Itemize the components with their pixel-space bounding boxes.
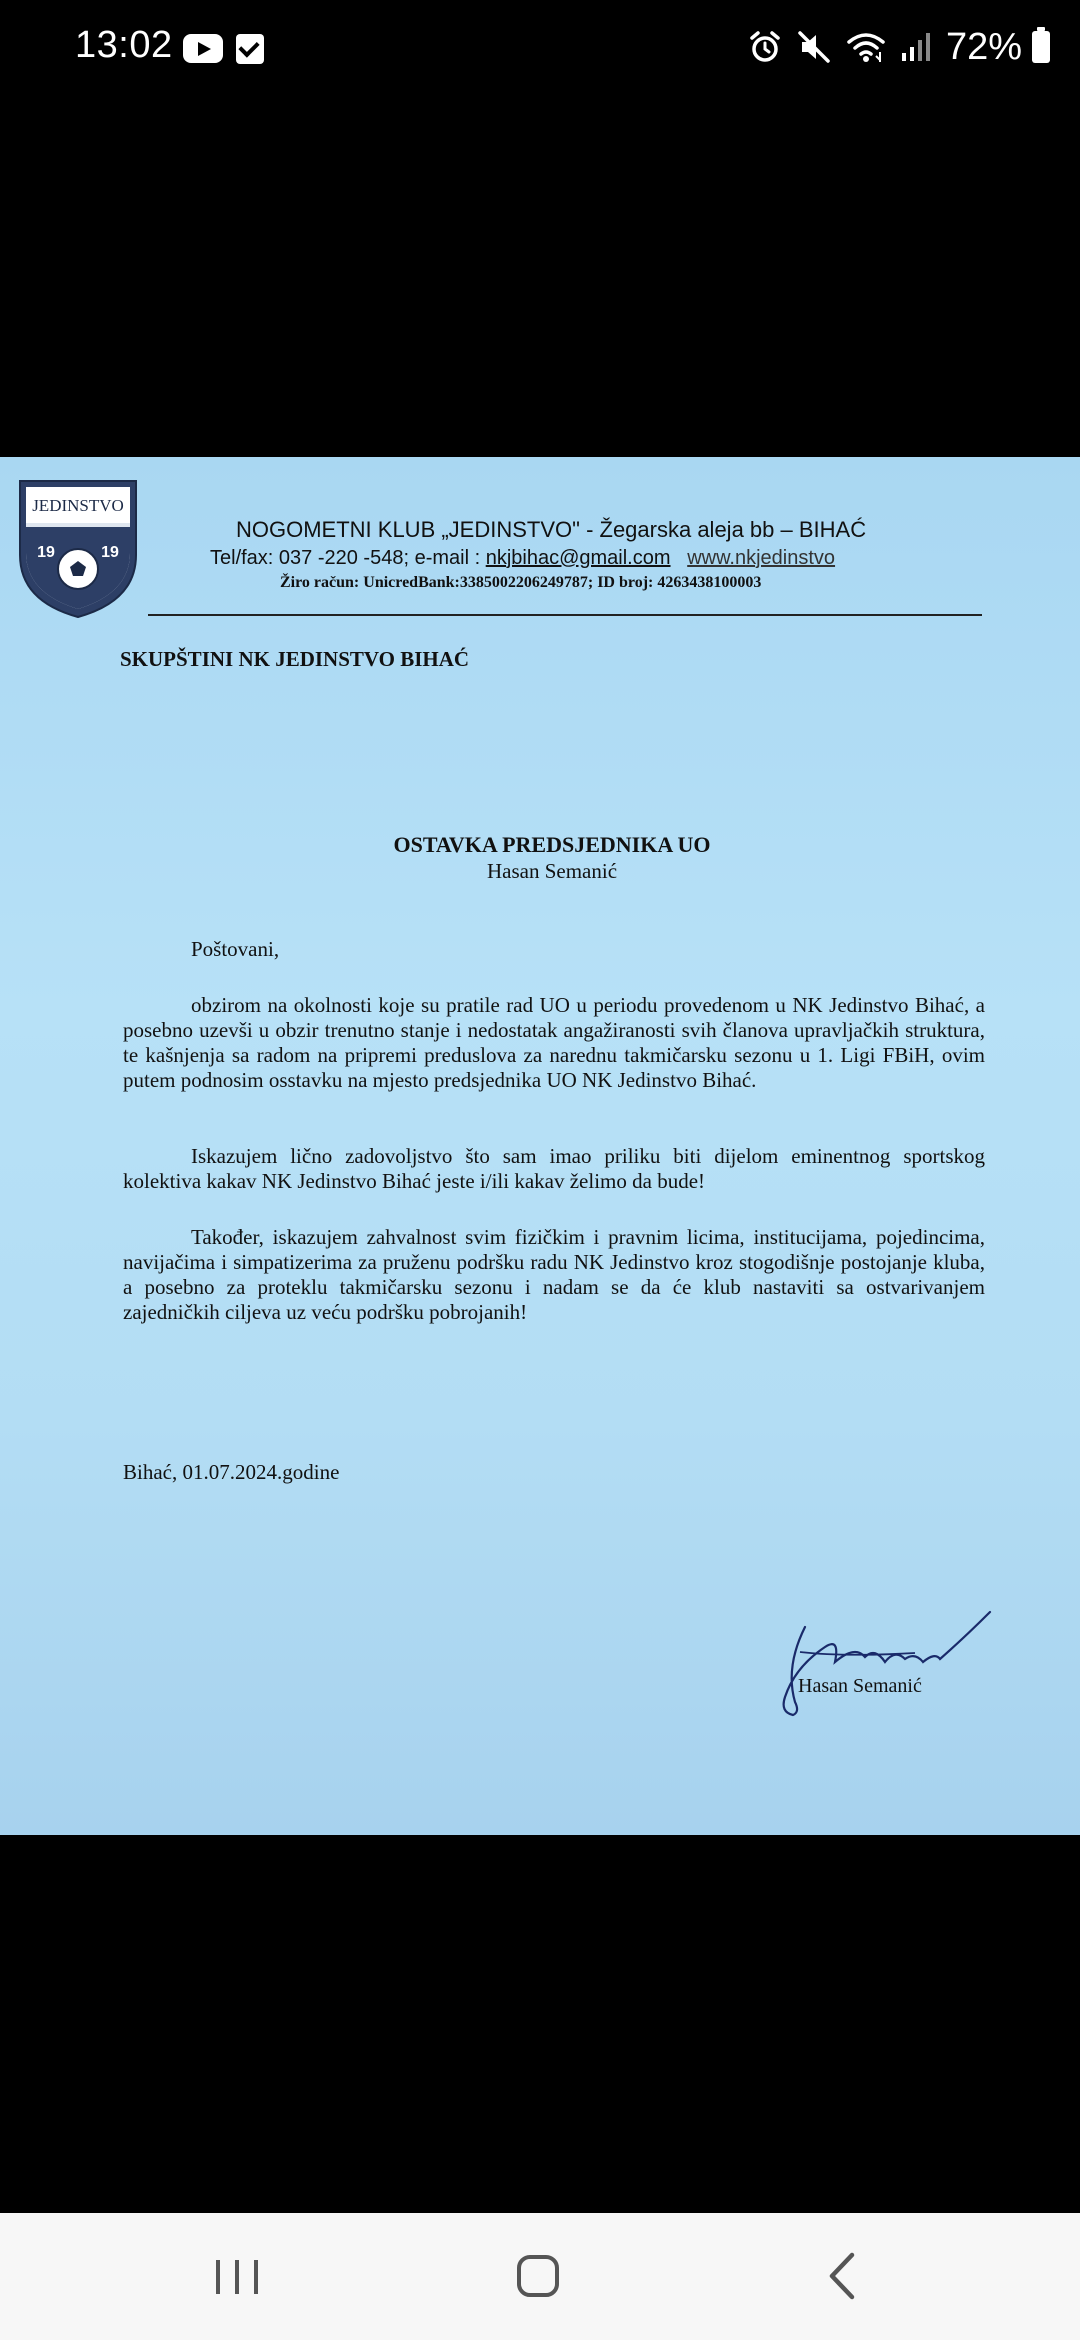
letterhead-title: NOGOMETNI KLUB „JEDINSTVO" - Žegarska aleja bb – BIHAĆ: [236, 517, 867, 542]
letterhead-website: www.nkjedinstvo: [687, 547, 836, 569]
battery-icon: [1032, 31, 1050, 63]
home-button[interactable]: [503, 2243, 573, 2309]
paragraph-2: Iskazujem lično zadovoljstvo što sam imao priliku biti dijelom eminentnog sportskog kolektiva kakav NK Jedinstvo Bihać jeste i/ili kakav želimo da bude!: [123, 1144, 985, 1193]
handwritten-signature: [765, 1607, 995, 1717]
signal-icon: [900, 31, 932, 63]
document-subtitle: Hasan Semanić: [486, 859, 618, 883]
letterhead-contact: [210, 547, 835, 570]
addressee: SKUPŠTINI NK JEDINSTVO BIHAĆ: [120, 647, 470, 671]
svg-text:19: 19: [37, 544, 55, 561]
youtube-icon: [183, 34, 223, 63]
recent-apps-button[interactable]: [202, 2243, 272, 2309]
club-crest-logo: [16, 477, 140, 619]
salutation: Poštovani,: [191, 937, 280, 961]
status-time: 13:02: [75, 24, 173, 66]
svg-text:19: 19: [101, 544, 119, 561]
date-line: Bihać, 01.07.2024.godine: [123, 1460, 340, 1484]
letterhead-email: nkjbihac@gmail.com: [485, 547, 671, 569]
document-title: OSTAVKA PREDSJEDNIKA UO: [393, 832, 711, 857]
document-photo: [0, 457, 1080, 1835]
back-button[interactable]: [808, 2243, 878, 2309]
mute-icon: [796, 29, 832, 65]
letterhead-divider: [148, 614, 982, 616]
status-bar: [0, 0, 1080, 100]
battery-percent: 72%: [945, 25, 1022, 68]
svg-text:JEDINSTVO: JEDINSTVO: [32, 496, 124, 515]
wifi-icon: [846, 30, 886, 64]
letterhead-bank-info: Žiro račun: UnicredBank:3385002206249787; ID broj: 4263438100003: [280, 574, 762, 591]
alarm-icon: [748, 30, 782, 64]
paragraph-3: Također, iskazujem zahvalnost svim fizičkim i pravnim licima, institucijama, pojedincima, navijačima i simpatizerima za pruženu podršku radu NK Jedinstvo kroz stogodišnje postojanje kluba, a posebno za proteklu takmičarsku sezonu i nadam se da će klub nastaviti sa ostvarivanjem zajedničkih ciljeva uz veću podršku pobrojanih!: [123, 1225, 985, 1324]
signature-name: Hasan Semanić: [798, 1675, 922, 1697]
paragraph-1: obzirom na okolnosti koje su pratile rad UO u periodu provedenom u NK Jedinstvo Bihać, a posebno uzevši u obzir trenutno stanje i nedostatak angažiranosti svih članova upravljačkih struktura, te kašnjenja sa radom na pripremi preduslova za narednu takmičarsku sezonu u 1. Ligi FBiH, ovim putem podnosim osstavku na mjesto predsjednika UO NK Jedinstvo Bihać.: [123, 993, 985, 1092]
navigation-bar: [0, 2213, 1080, 2340]
task-check-icon: [236, 34, 264, 64]
letterhead-phone: Tel/fax: 037 -220 -548; e-mail :: [210, 547, 486, 569]
